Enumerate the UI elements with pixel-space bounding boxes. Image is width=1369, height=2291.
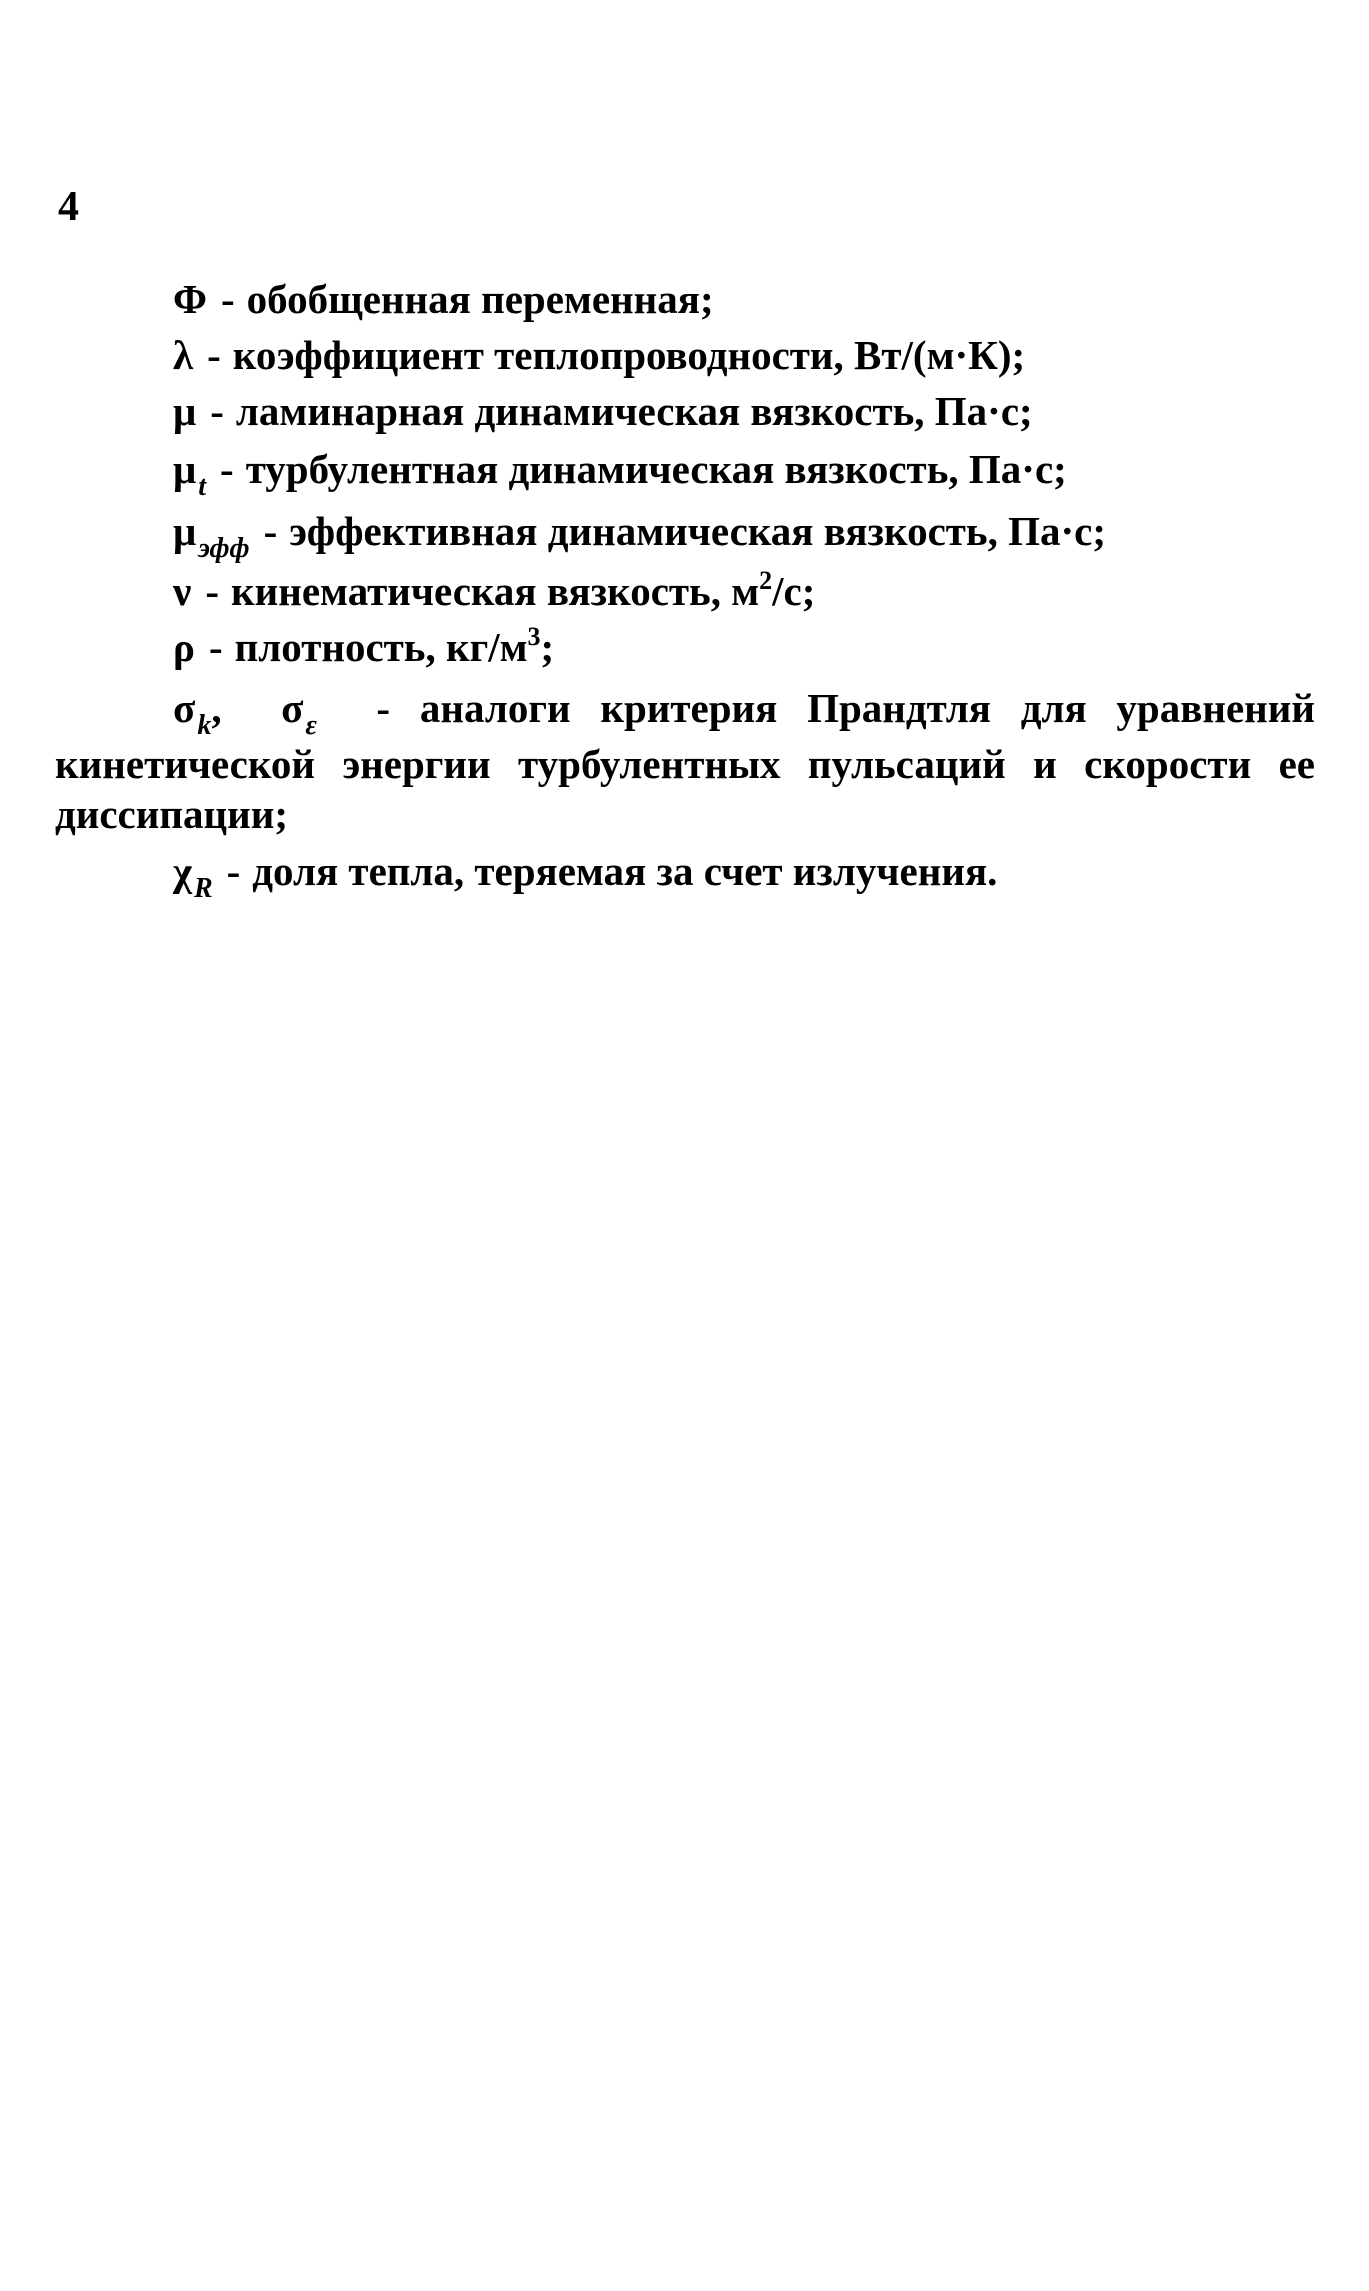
glossary-entry-mu	[55, 387, 1033, 435]
symbol-phi: Φ	[173, 276, 207, 322]
entry-dash: -	[208, 624, 223, 670]
unit-superscript: 3	[527, 622, 541, 651]
definition-text: ламинарная динамическая вязкость, Па·с;	[235, 388, 1033, 434]
entry-dash: -	[376, 685, 391, 731]
symbol-lambda: λ	[173, 332, 194, 378]
glossary-entry-phi	[55, 275, 714, 323]
symbol-base: χ	[173, 848, 192, 894]
symbol-separator: ,	[211, 685, 222, 731]
glossary-entry-nu	[55, 567, 815, 615]
entry-dash: -	[207, 332, 221, 378]
symbol-sigma-k	[173, 685, 212, 741]
entry-dash: -	[263, 508, 278, 554]
definition-text-tail: ;	[540, 624, 555, 670]
definition-text: эффективная динамическая вязкость, Па·с;	[289, 508, 1107, 554]
symbol-mu-eff	[173, 507, 250, 564]
symbol-base: μ	[173, 508, 197, 554]
entry-dash: -	[220, 446, 234, 492]
symbol-subscript: t	[198, 471, 207, 502]
glossary-entry-rho	[55, 623, 554, 671]
symbol-nu: ν	[173, 568, 192, 614]
glossary-entry-sigma	[55, 683, 1315, 839]
symbol-mu: μ	[173, 388, 197, 434]
unit-superscript: 2	[759, 566, 773, 595]
glossary-entry-chi	[55, 847, 998, 904]
entry-dash: -	[226, 848, 241, 894]
symbol-rho: ρ	[173, 624, 195, 670]
symbol-base: σ	[173, 685, 196, 731]
entry-dash: -	[205, 568, 219, 614]
symbol-base: μ	[173, 446, 197, 492]
symbol-subscript: эфф	[198, 533, 250, 564]
symbol-subscript: k	[197, 710, 212, 741]
symbol-subscript: ε	[305, 710, 317, 741]
definition-text: обобщенная переменная;	[246, 276, 714, 322]
symbol-sigma-epsilon	[281, 685, 317, 741]
symbol-chi	[173, 847, 213, 904]
definition-text-tail: /с;	[772, 568, 816, 614]
definition-text: доля тепла, теряемая за счет излучения.	[252, 848, 998, 894]
definition-text: коэффициент теплопроводности, Вт/(м·К);	[232, 332, 1026, 378]
symbol-mu-t	[173, 445, 207, 502]
definition-text: турбулентная динамическая вязкость, Па·с;	[245, 446, 1067, 492]
symbol-subscript: R	[193, 873, 213, 904]
entry-dash: -	[221, 276, 235, 322]
symbol-base: σ	[281, 685, 304, 731]
definition-text: кинематическая вязкость, м	[230, 568, 760, 614]
glossary-entry-mu-t	[55, 445, 1067, 502]
page-number: 4	[58, 184, 79, 230]
definition-text: аналоги критерия Прандтля для уравнений кинетической энергии турбулентных пульсаций и скорости ее диссипации;	[55, 685, 1316, 837]
definition-text: плотность, кг/м	[234, 624, 528, 670]
glossary-entry-mu-eff	[55, 507, 1107, 564]
glossary-entry-lambda	[55, 331, 1025, 379]
entry-dash: -	[210, 388, 224, 434]
